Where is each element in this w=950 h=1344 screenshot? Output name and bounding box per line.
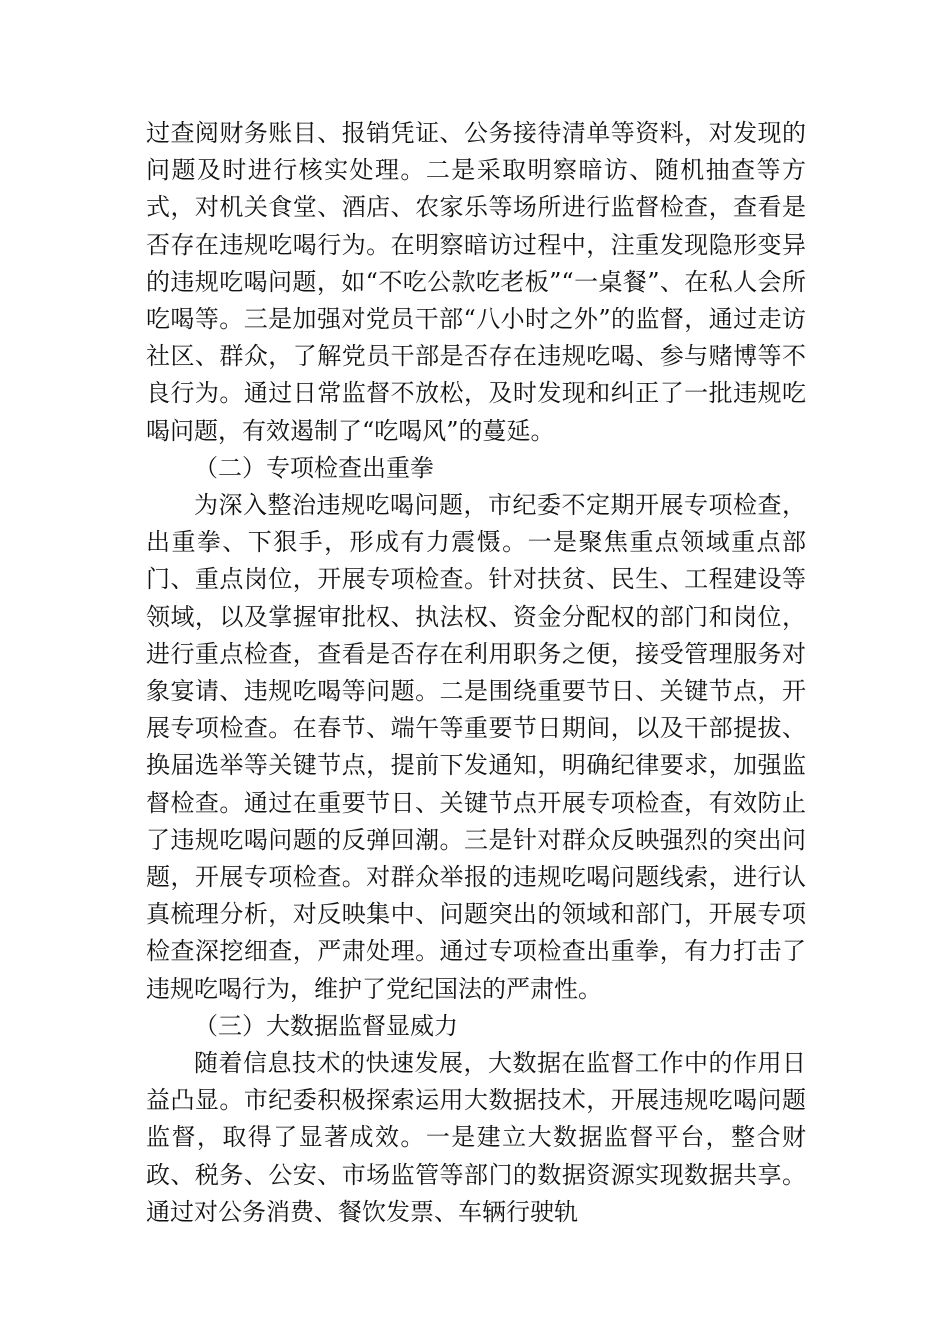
document-body <box>146 115 806 1231</box>
section-heading-big-data-supervision: （三）大数据监督显威力 <box>194 1011 458 1040</box>
section-heading-special-inspection: （二）专项检查出重拳 <box>194 453 434 482</box>
paragraph-big-data-supervision: 随着信息技术的快速发展，大数据在监督工作中的作用日益凸显。市纪委积极探索运用大数据技术，开展违规吃喝问题监督，取得了显著成效。一是建立大数据监督平台，整合财政、税务、公安、市场监管等部门的数据资源实现数据共享。通过对公务消费、餐饮发票、车辆行驶轨 <box>146 1049 806 1226</box>
paragraph-special-inspection: 为深入整治违规吃喝问题，市纪委不定期开展专项检查，出重拳、下狠手，形成有力震慑。一是聚焦重点领域重点部门、重点岗位，开展专项检查。针对扶贫、民生、工程建设等领域，以及掌握审批权、执法权、资金分配权的部门和岗位，进行重点检查，查看是否存在利用职务之便，接受管理服务对象宴请、违规吃喝等问题。二是围绕重要节日、关键节点，开展专项检查。在春节、端午等重要节日期间，以及干部提拔、换届选举等关键节点，提前下发通知，明确纪律要求，加强监督检查。通过在重要节日、关键节点开展专项检查，有效防止了违规吃喝问题的反弹回潮。三是针对群众反映强烈的突出问题，开展专项检查。对群众举报的违规吃喝问题线索，进行认真梳理分析，对反映集中、问题突出的领域和部门，开展专项检查深挖细查，严肃处理。通过专项检查出重拳，有力打击了违规吃喝行为，维护了党纪国法的严肃性。 <box>146 491 806 1003</box>
paragraph-daily-supervision: 过查阅财务账目、报销凭证、公务接待清单等资料，对发现的问题及时进行核实处理。二是采取明察暗访、随机抽查等方式，对机关食堂、酒店、农家乐等场所进行监督检查，查看是否存在违规吃喝行为。在明察暗访过程中，注重发现隐形变异的违规吃喝问题，如“不吃公款吃老板”“一桌餐”、在私人会所吃喝等。三是加强对党员干部“八小时之外”的监督，通过走访社区、群众，了解党员干部是否存在违规吃喝、参与赌博等不良行为。通过日常监督不放松，及时发现和纠正了一批违规吃喝问题，有效遏制了“吃喝风”的蔓延。 <box>146 119 806 445</box>
